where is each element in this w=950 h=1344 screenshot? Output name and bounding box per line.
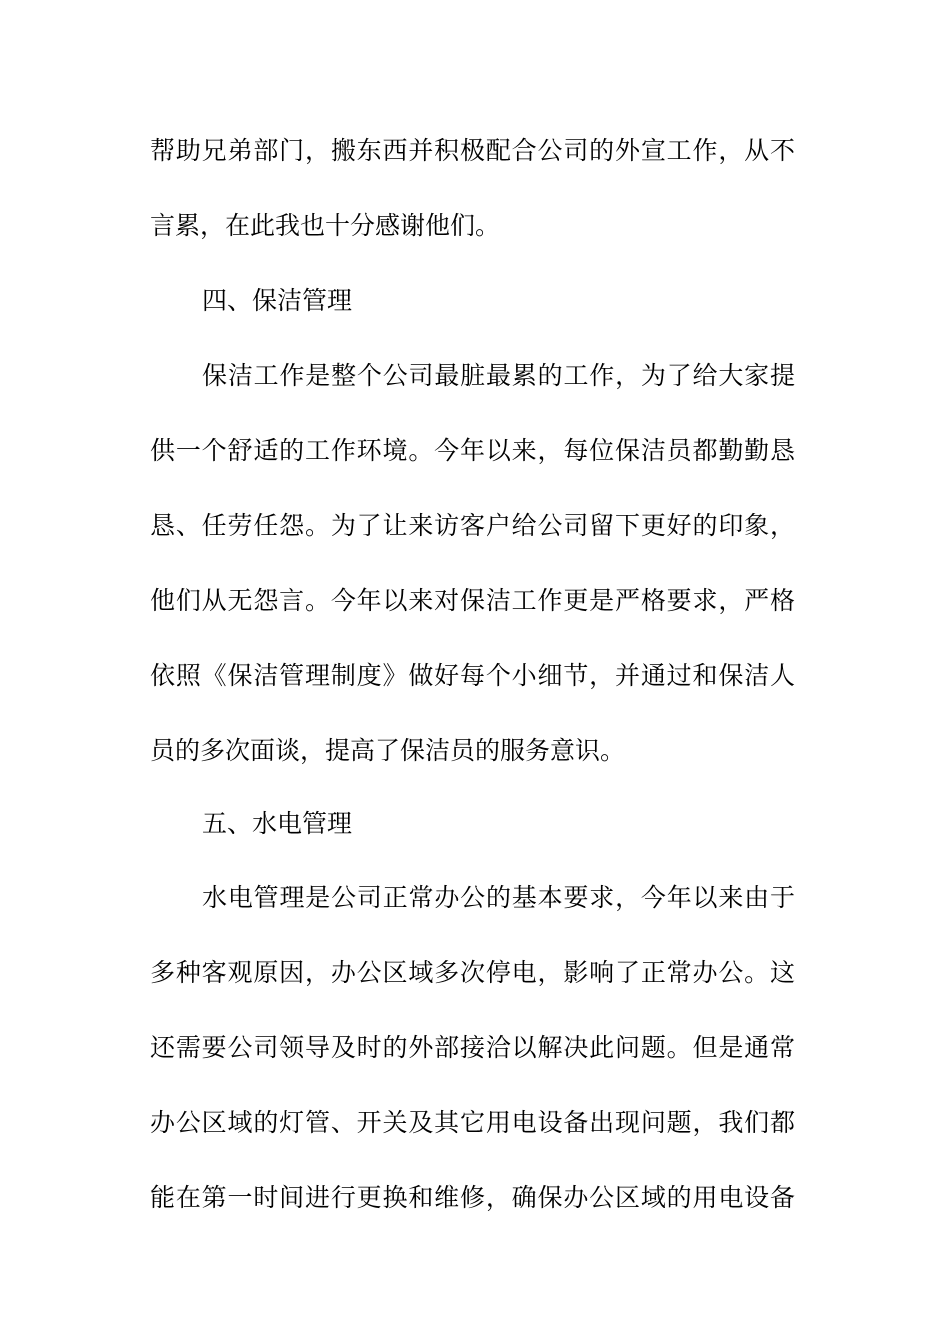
text-line: 办公区域的灯管、开关及其它用电设备出现问题，我们都 xyxy=(150,1108,795,1137)
text-line: 供一个舒适的工作环境。今年以来，每位保洁员都勤勤恳 xyxy=(150,436,795,465)
text-line: 依照《保洁管理制度》做好每个小细节，并通过和保洁人 xyxy=(150,661,795,690)
text-line: 员的多次面谈，提高了保洁员的服务意识。 xyxy=(150,736,626,765)
text-line: 水电管理是公司正常办公的基本要求，今年以来由于 xyxy=(202,883,795,912)
text-line: 言累，在此我也十分感谢他们。 xyxy=(150,211,501,240)
text-line: 还需要公司领导及时的外部接洽以解决此问题。但是通常 xyxy=(150,1033,795,1062)
text-line: 帮助兄弟部门，搬东西并积极配合公司的外宣工作，从不 xyxy=(150,136,795,165)
text-line: 恳、任劳任怨。为了让来访客户给公司留下更好的印象， xyxy=(150,511,795,540)
text-line: 能在第一时间进行更换和维修，确保办公区域的用电设备 xyxy=(150,1183,795,1212)
section-heading-cleaning: 四、保洁管理 xyxy=(202,286,353,315)
text-line: 他们从无怨言。今年以来对保洁工作更是严格要求，严格 xyxy=(150,586,795,615)
section-heading-utilities: 五、水电管理 xyxy=(202,809,353,838)
text-line: 保洁工作是整个公司最脏最累的工作，为了给大家提 xyxy=(202,361,795,390)
text-line: 多种客观原因，办公区域多次停电，影响了正常办公。这 xyxy=(150,958,795,987)
